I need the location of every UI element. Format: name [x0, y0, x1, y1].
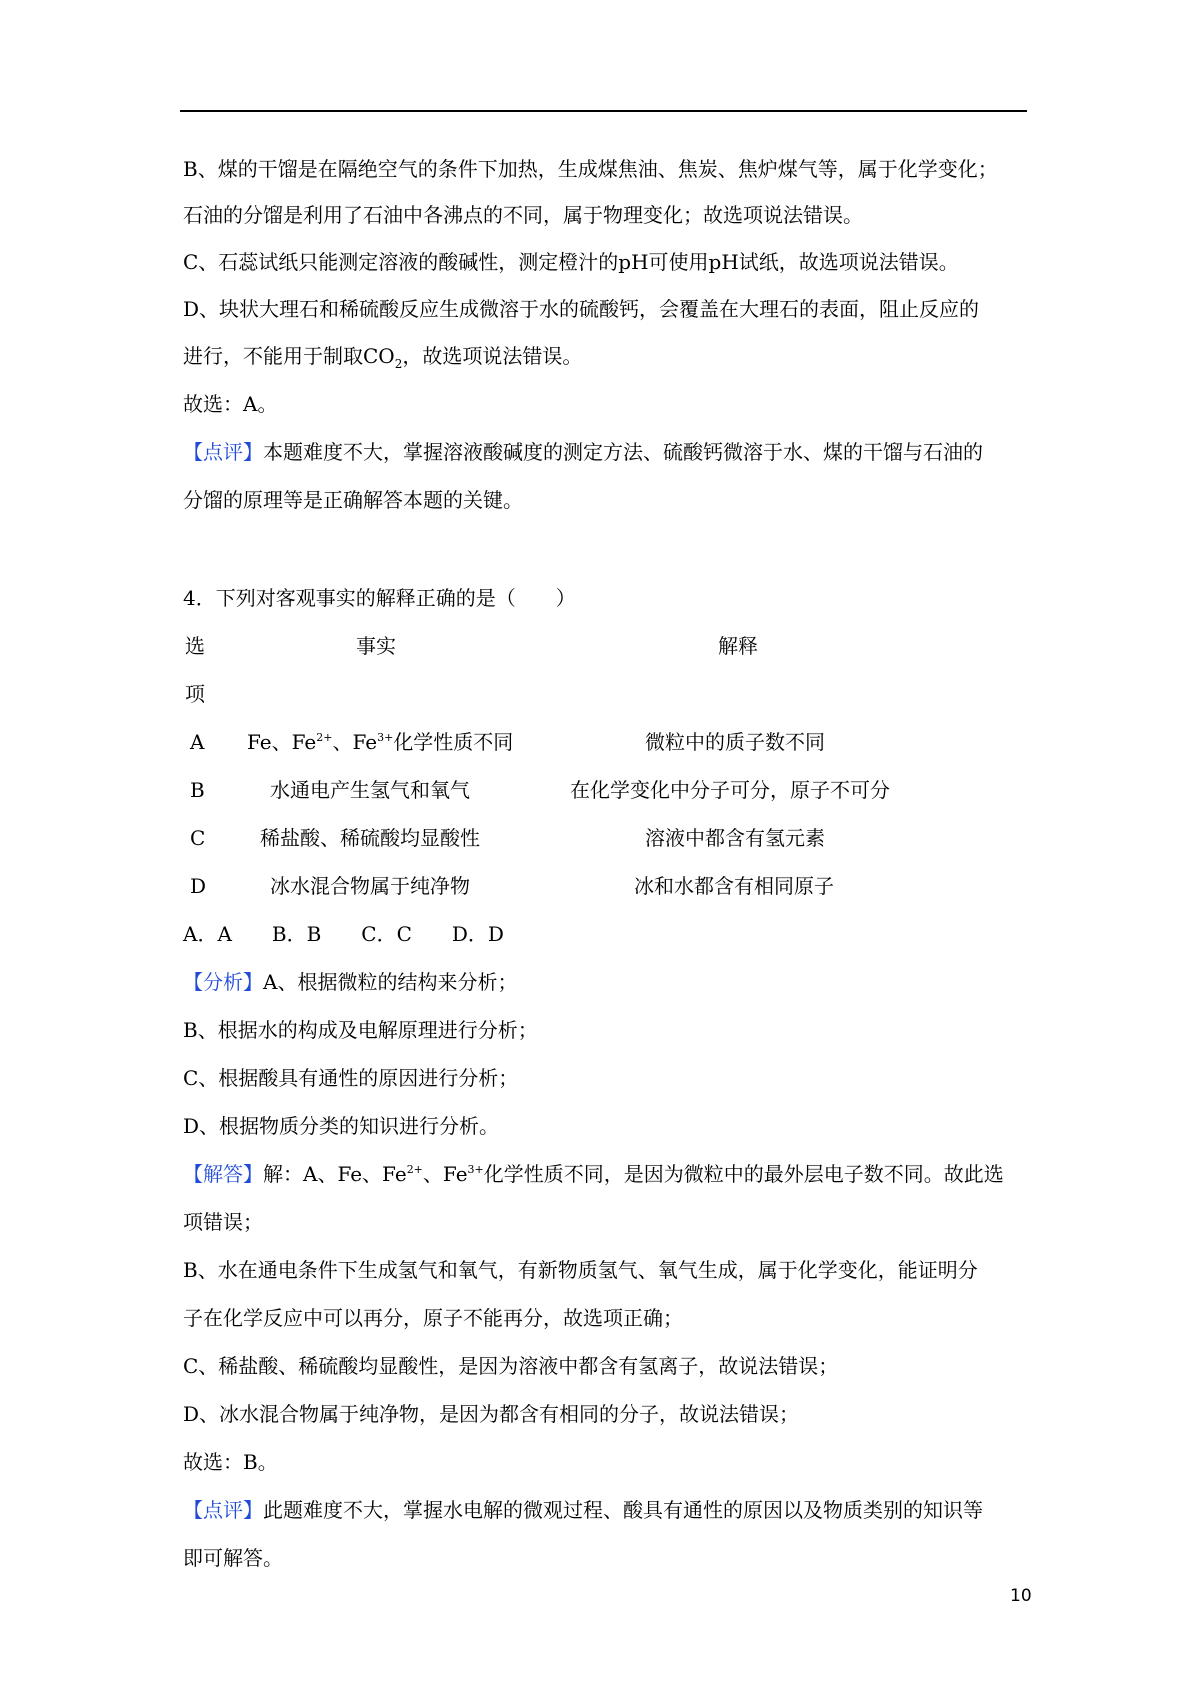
row-b-fact: 水通电产生氢气和氧气 [270, 778, 470, 802]
answer-c: C、稀盐酸、稀硫酸均显酸性，是因为溶液中都含有氢离子，故说法错误； [183, 1354, 839, 1378]
q4-comment-line2: 即可解答。 [183, 1546, 283, 1570]
row-d-fact: 冰水混合物属于纯净物 [270, 874, 470, 898]
row-a-fact: Fe、$Fe^{2+}$、$Fe^{3+}$化学性质不同 [247, 730, 514, 754]
comment-tag: 【点评】 [183, 440, 263, 464]
header-option-1: 选 [185, 634, 205, 658]
q4-choice: 故选：B。 [183, 1450, 278, 1474]
row-c-fact: 稀盐酸、稀硫酸均显酸性 [260, 826, 480, 850]
row-c-option: C [190, 826, 206, 850]
prev-comment-line2: 分馏的原理等是正确解答本题的关键。 [183, 488, 523, 512]
row-a-option: A [190, 730, 205, 754]
prev-comment-line1: 【点评】本题难度不大，掌握溶液酸碱度的测定方法、硫酸钙微溶于水、煤的干馏与石油的 [183, 440, 983, 464]
prev-d-line1: D、块状大理石和稀硫酸反应生成微溶于水的硫酸钙，会覆盖在大理石的表面，阻止反应的 [183, 297, 980, 321]
header-fact: 事实 [356, 634, 396, 658]
answer-a-line2: 项错误； [183, 1210, 263, 1234]
prev-choice: 故选：A。 [183, 392, 278, 416]
answer-b-line2: 子在化学反应中可以再分，原子不能再分，故选项正确； [183, 1306, 683, 1330]
prev-d-line2: 进行，不能用于制取$CO_2$，故选项说法错误。 [183, 344, 583, 371]
prev-c-line: C、石蕊试纸只能测定溶液的酸碱性，测定橙汁的pH可使用pH试纸，故选项说法错误。 [183, 250, 959, 274]
q4-stem: 4．下列对客观事实的解释正确的是（ ） [183, 586, 576, 610]
analysis-d: D、根据物质分类的知识进行分析。 [183, 1114, 500, 1138]
prev-b-line2: 石油的分馏是利用了石油中各沸点的不同，属于物理变化；故选项说法错误。 [183, 203, 863, 227]
answer-a-line1: 【解答】解：A、Fe、$Fe^{2+}$、$Fe^{3+}$化学性质不同，是因为微粒中的最外层电子数不同。故此选 [183, 1162, 1004, 1186]
row-a-explain: 微粒中的质子数不同 [645, 730, 825, 754]
answer-b-line1: B、水在通电条件下生成氢气和氧气，有新物质氢气、氧气生成，属于化学变化，能证明分 [183, 1258, 978, 1282]
q4-options: A．A B．B C．C D．D [183, 922, 504, 946]
row-b-option: B [190, 778, 205, 802]
q4-comment-line1: 【点评】此题难度不大，掌握水电解的微观过程、酸具有通性的原因以及物质类别的知识等 [183, 1498, 983, 1522]
analysis-a: 【分析】A、根据微粒的结构来分析； [183, 970, 518, 994]
answer-tag: 【解答】 [183, 1162, 263, 1186]
header-option-2: 项 [185, 682, 205, 706]
row-c-explain: 溶液中都含有氢元素 [645, 826, 825, 850]
answer-d: D、冰水混合物属于纯净物，是因为都含有相同的分子，故说法错误； [183, 1402, 800, 1426]
q4-comment-tag: 【点评】 [183, 1498, 263, 1522]
prev-b-line1: B、煤的干馏是在隔绝空气的条件下加热，生成煤焦油、焦炭、焦炉煤气等，属于化学变化； [183, 157, 998, 181]
analysis-tag: 【分析】 [183, 970, 263, 994]
header-rule [180, 110, 1027, 112]
row-b-explain: 在化学变化中分子可分，原子不可分 [570, 778, 890, 802]
row-d-explain: 冰和水都含有相同原子 [634, 874, 834, 898]
header-explain: 解释 [718, 634, 758, 658]
analysis-b: B、根据水的构成及电解原理进行分析； [183, 1018, 538, 1042]
analysis-c: C、根据酸具有通性的原因进行分析； [183, 1066, 519, 1090]
row-d-option: D [190, 874, 207, 898]
page-number: 10 [1010, 1586, 1032, 1606]
